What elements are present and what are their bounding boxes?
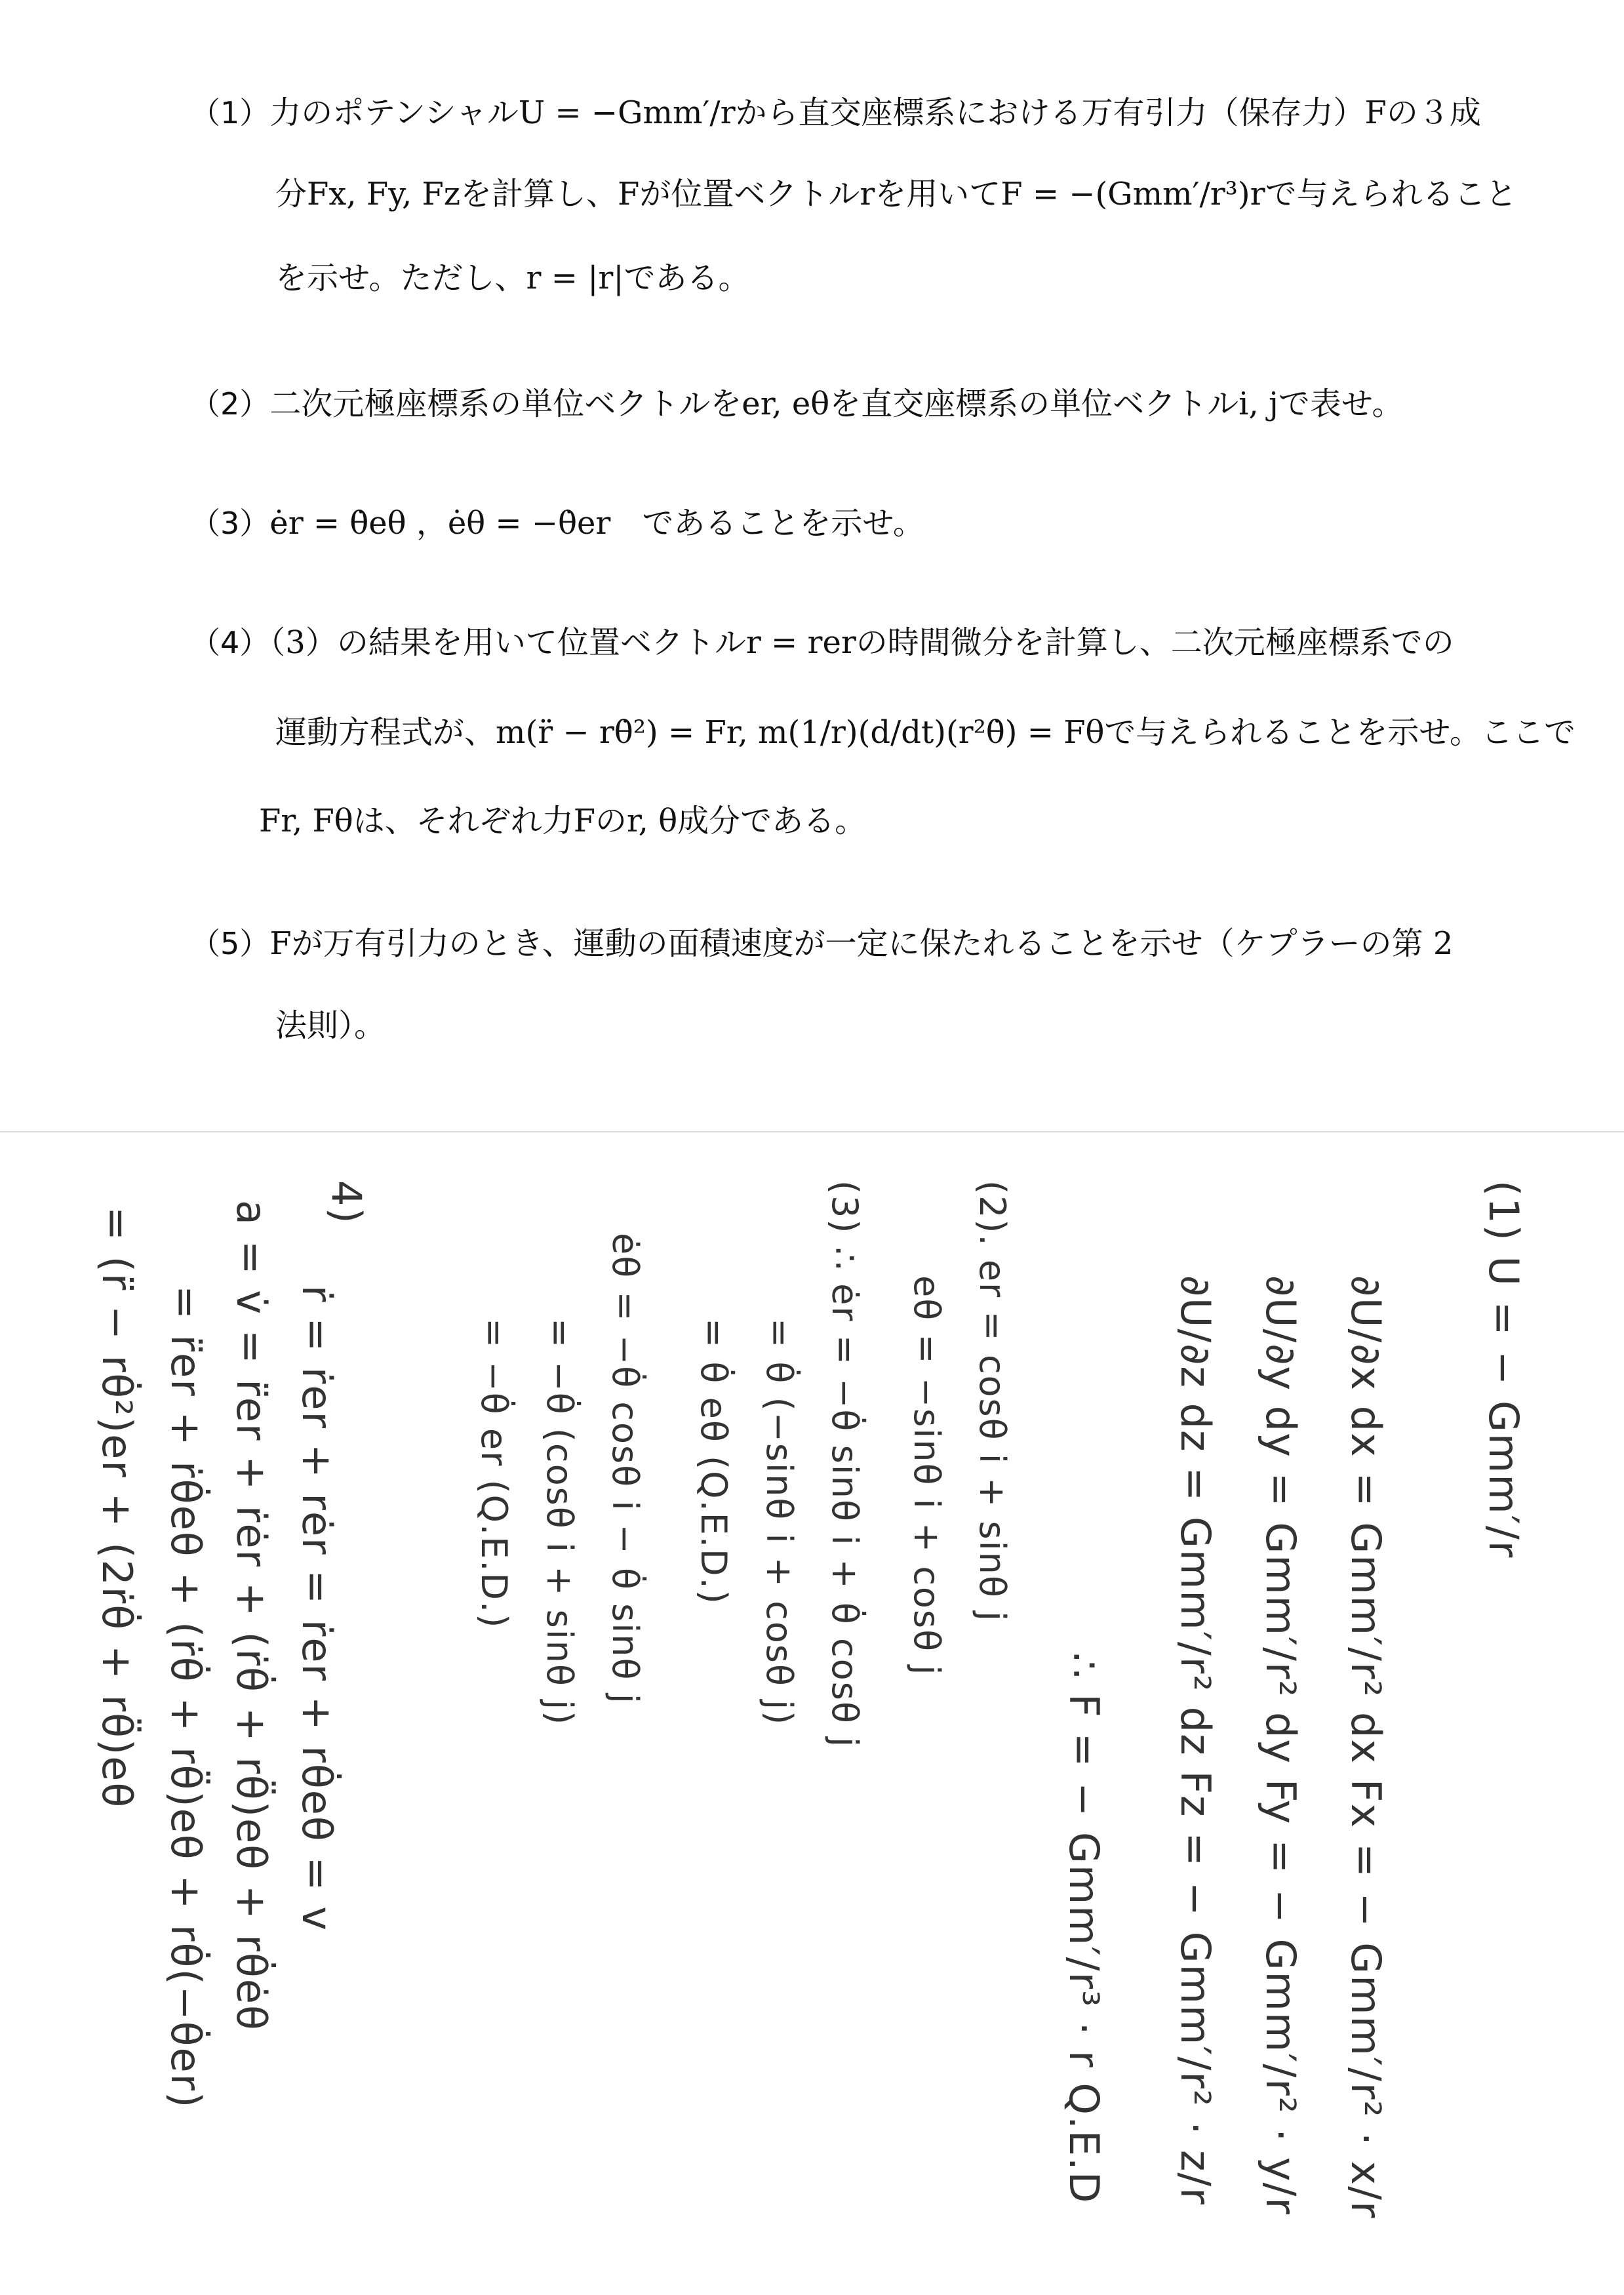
- problem-4-line-2: 運動方程式が、m(r̈ − rθ̇²) = Fr, m(1/r)(d/dt)(r²θ̇) = Fθで与えられることを示せ。ここで: [275, 714, 1575, 751]
- problem-5-line-1: （5）Fが万有引力のとき、運動の面積速度が一定に保たれることを示せ（ケプラーの第 2: [190, 925, 1454, 962]
- answer-2-line-1: (2). er = cosθ i + sinθ j: [972, 1180, 1013, 1623]
- problem-1-number: （1）: [190, 95, 270, 130]
- problem-2-line-1: （2）二次元極座標系の単位ベクトルをer, eθを直交座標系の単位ベクトルi, jで表せ。: [190, 386, 1404, 422]
- answer-1-line-4: ∂U/∂z dz = Gmm′/r² dz Fz = − Gmm′/r² · z/r: [1172, 1275, 1219, 2206]
- problem-4-number: （4）: [190, 625, 270, 660]
- answer-4-line-5: = (r̈ − rθ̇²)er + (2ṙθ̇ + rθ̈)eθ: [93, 1207, 141, 1809]
- problem-3-line-1: （3）ėr = θ̇eθ ，ėθ = −θ̇er であることを示せ。: [190, 505, 924, 542]
- answer-1-line-1: (1) U = − Gmm′/r: [1480, 1180, 1528, 1559]
- problem-1-line-1: （1）力のポテンシャルU = −Gmm′/rから直交座標系における万有引力（保存力）Fの３成: [190, 94, 1481, 131]
- answer-3-line-1: (3) ∴ ėr = −θ̇ sinθ i + θ̇ cosθ j: [824, 1180, 865, 1749]
- section-divider: [0, 1131, 1624, 1132]
- answer-4-line-1: 4): [323, 1180, 370, 1225]
- problem-5-number: （5）: [190, 926, 270, 961]
- problem-4-line-3: Fr, Fθは、それぞれ力Fのr, θ成分である。: [259, 803, 867, 839]
- answer-4-line-3: a = v̇ = r̈er + ṙėr + (ṙθ̇ + rθ̈)eθ + rθ̇ėθ: [228, 1200, 275, 2031]
- answer-4-line-4: = r̈er + ṙθ̇eθ + (ṙθ̇ + rθ̈)eθ + rθ̇(−θ̇er): [162, 1285, 210, 2109]
- answer-4-line-2: ṙ = ṙer + rėr = ṙer + rθ̇eθ = v: [293, 1285, 341, 1932]
- problem-1-line-3: を示せ。ただし、r = |r|である。: [275, 260, 750, 296]
- answer-3-line-2: = θ̇ (−sinθ i + cosθ j): [759, 1318, 800, 1726]
- answer-3-line-5: = −θ̇ (cosθ i + sinθ j): [539, 1318, 580, 1726]
- answer-3-line-4: ėθ = −θ̇ cosθ i − θ̇ sinθ j: [604, 1233, 646, 1705]
- problem-4-line-1: （4）（3）の結果を用いて位置ベクトルr = rerの時間微分を計算し、二次元極座標系での: [190, 624, 1454, 661]
- handwritten-answers: [0, 1154, 1624, 2295]
- answer-1-line-5: ∴ F = − Gmm′/r³ · r Q.E.D: [1060, 1652, 1108, 2205]
- answer-2-line-2: eθ = −sinθ i + cosθ j: [906, 1275, 947, 1677]
- problem-3-number: （3）: [190, 506, 270, 541]
- problem-sheet: [0, 0, 1624, 1082]
- answer-1-line-2: ∂U/∂x dx = Gmm′/r² dx Fx = − Gmm′/r² · x/r: [1342, 1275, 1390, 2220]
- problem-2-number: （2）: [190, 386, 270, 422]
- problem-1-line-2: 分Fx, Fy, Fzを計算し、Fが位置ベクトルrを用いてF = −(Gmm′/r³)rで与えられること: [275, 176, 1517, 212]
- answer-3-line-3: = θ̇ eθ (Q.E.D.): [693, 1318, 734, 1605]
- problem-5-line-2: 法則）。: [275, 1007, 386, 1044]
- answer-1-line-3: ∂U/∂y dy = Gmm′/r² dy Fy = − Gmm′/r² · y/r: [1257, 1275, 1305, 2216]
- answer-3-line-6: = −θ̇ er (Q.E.D.): [473, 1318, 515, 1629]
